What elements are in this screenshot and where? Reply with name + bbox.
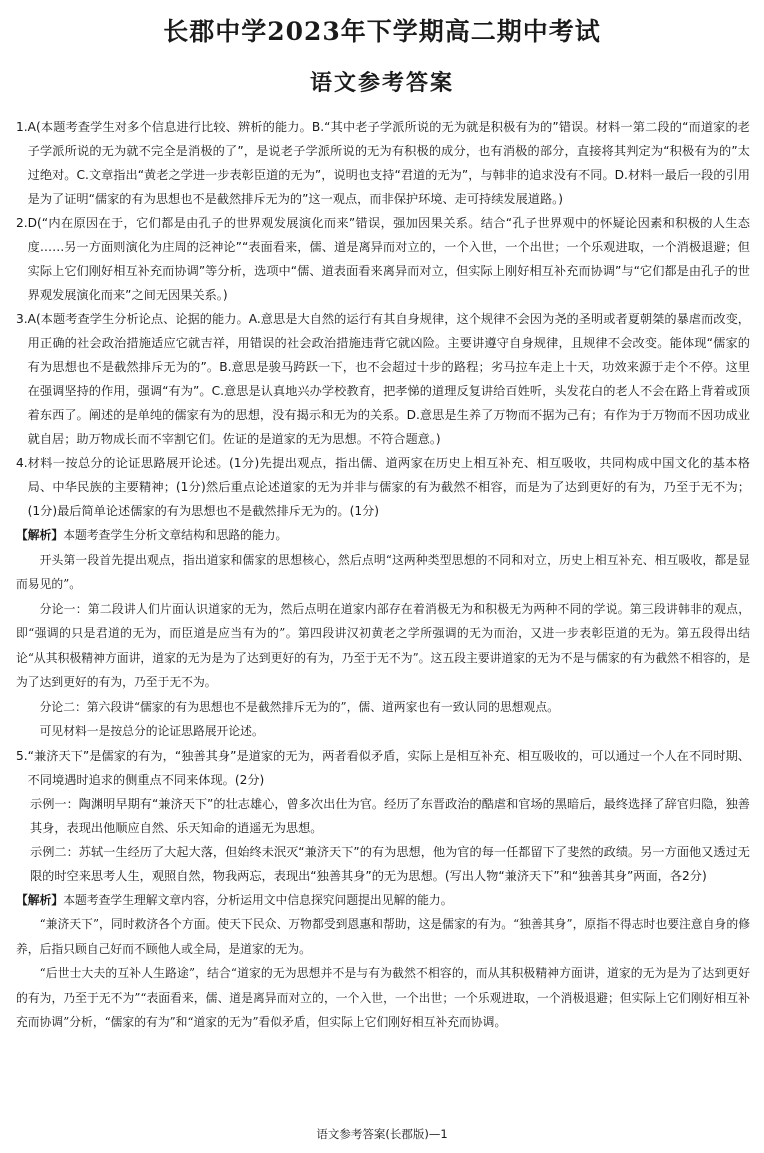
question-5-answer (16, 744, 750, 792)
question-number: 2. (16, 216, 28, 230)
question-number: 5. (16, 748, 28, 763)
example-one: 示例一：陶渊明早期有“兼济天下”的壮志雄心，曾多次出仕为官。经历了东晋政治的酷虐和官场的黑暗后，最终选择了辞官归隐，独善其身，表现出他顺应自然、乐天知命的逍遥无为思想。 (30, 796, 750, 835)
exam-title: 长郡中学2023年下学期高二期中考试 (163, 17, 601, 46)
analysis-intro: 本题考查学生分析文章结构和思路的能力。 (63, 528, 288, 542)
question-3-answer (16, 307, 750, 451)
answer-text: A(本题考查学生分析论点、论据的能力。A.意思是大自然的运行有其自身规律，这个规律不会因为尧的圣明或者夏朝桀的暴虐而改变，用正确的社会政治措施适应它就吉祥，用错误的社会政治措施违背它就凶险。主要讲遵守自身规律，且规律不会改变。能体现“儒家的有为思想也不是截然排斥无为的”。B.意思是骏马跨跃一下，也不会超过十步的路程；劣马拉车走上十天，功效来源于走个不停。这里在强调坚持的作用，强调“有为”。C.意思是认真地兴办学校教育，把孝悌的道理反复讲给百姓听，头发花白的老人不会在路上背着或顶着东西了。阐述的是单纯的儒家有为的思想，没有揭示和无为的关系。D.意思是生养了万物而不据为己有；有作为于万物而不因功成业就自居；助万物成长而不宰割它们。佐证的是道家的无为思想。不符合题意。) (27, 312, 750, 446)
analysis-section-1 (16, 523, 750, 744)
answer-body (16, 115, 750, 1035)
question-1-answer (16, 115, 750, 211)
question-number: 4. (16, 456, 28, 470)
question-number: 3. (16, 312, 28, 326)
analysis-paragraph: “后世士大夫的互补人生路途”，结合“道家的无为思想并不是与有为截然不相容的，而从其积极精神方面讲，道家的无为是为了达到更好的有为，乃至于无不为”“表面看来，儒、道是离异而对立的，一个入世，一个出世；一个乐观进取，一个消极退避；但实际上它们刚好相互补充而协调”分析，“儒家的有为”和“道家的无为”看似矛盾，但实际上它们刚好相互补充而协调。 (16, 966, 750, 1029)
analysis-intro: 本题考查学生理解文章内容，分析运用文中信息探究问题提出见解的能力。 (63, 892, 453, 907)
analysis-paragraph: “兼济天下”，同时救济各个方面。使天下民众、万物都受到恩惠和帮助，这是儒家的有为。“独善其身”，原指不得志时也要注意自身的修养，后指只顾自己好而不顾他人或全局，是道家的无为。 (16, 917, 750, 956)
analysis-label: 【解析】 (16, 892, 64, 907)
analysis-paragraph: 开头第一段首先提出观点，指出道家和儒家的思想核心，然后点明“这两种类型思想的不同和对立，历史上相互补充、相互吸收，都是显而易见的”。 (16, 552, 750, 591)
example-two: 示例二：苏轼一生经历了大起大落，但始终未泯灭“兼济天下”的有为思想，他为官的每一任都留下了斐然的政绩。另一方面他又透过无限的时空来思考人生，观照自然，物我两忘，表现出“独善其身”的无为思想。(写出人物“兼济天下”和“独善其身”两面，各2分) (30, 844, 750, 883)
analysis-heading (16, 888, 750, 913)
page-footer: 语文参考答案(长郡版)—1 (316, 1127, 448, 1141)
analysis-label: 【解析】 (16, 528, 64, 542)
analysis-paragraph: 分论一：第二段讲人们片面认识道家的无为，然后点明在道家内部存在着消极无为和积极无为两种不同的学说。第三段讲韩非的观点，即“强调的只是君道的无为，而臣道是应当有为的”。第四段讲汉初黄老之学所强调的无为而治，又进一步表彰臣道的无为。第五段得出结论“从其积极精神方面讲，道家的无为是为了达到更好的有为，乃至于无不为”。这五段主要讲道家的无为不是与儒家的有为截然不相容的，是为了达到更好的有为，乃至于无不为。 (16, 601, 750, 689)
analysis-heading (16, 523, 750, 548)
answer-text: 材料一按总分的论证思路展开论述。(1分)先提出观点，指出儒、道两家在历史上相互补充、相互吸收，共同构成中国文化的基本格局、中华民族的主要精神；(1分)然后重点论述道家的无为并非与儒家的有为截然不相容，而是为了达到更好的有为，乃至于无不为；(1分)最后简单论述儒家的有为思想也不是截然排斥无为的。(1分) (27, 456, 750, 518)
analysis-paragraph: 分论二：第六段讲“儒家的有为思想也不是截然排斥无为的”，儒、道两家也有一致认同的思想观点。 (39, 699, 559, 714)
answer-text: D(“内在原因在于，它们都是由孔子的世界观发展演化而来”错误，强加因果关系。结合“孔子世界观中的怀疑论因素和积极的人生态度……另一方面则演化为庄周的泛神论”“表面看来，儒、道是离异而对立的，一个入世，一个出世；一个乐观进取，一个消极退避；但实际上它们刚好相互补充而协调”等分析，选项中“儒、道表面看来离异而对立，但实际上刚好相互补充而协调”与“它们都是由孔子的世界观发展演化而来”之间无因果关系。) (27, 216, 750, 302)
answer-text: A(本题考查学生对多个信息进行比较、辨析的能力。B.“其中老子学派所说的无为就是积极有为的”错误。材料一第二段的“而道家的老子学派所说的无为就不完全是消极的了”，是说老子学派所说的无为有积极的成分，也有消极的部分，直接将其判定为“积极有为的”太过绝对。C.文章指出“黄老之学进一步表彰臣道的无为”，说明也支持“君道的无为”，与韩非的追求没有不同。D.材料一最后一段的引用是为了证明“儒家的有为思想也不是截然排斥无为的”这一观点，而非保护环境、走可持续发展道路。) (27, 120, 750, 206)
answer-key-title: 语文参考答案 (309, 71, 454, 96)
question-number: 1. (16, 120, 28, 134)
analysis-paragraph: 可见材料一是按总分的论证思路展开论述。 (39, 724, 264, 738)
question-4-answer (16, 451, 750, 523)
question-2-answer (16, 211, 750, 307)
analysis-section-2 (16, 888, 750, 1035)
answer-text: “兼济天下”是儒家的有为，“独善其身”是道家的无为，两者看似矛盾，实际上是相互补充、相互吸收的，可以通过一个人在不同时期、不同境遇时追求的侧重点不同来体现。(2分) (27, 748, 750, 787)
